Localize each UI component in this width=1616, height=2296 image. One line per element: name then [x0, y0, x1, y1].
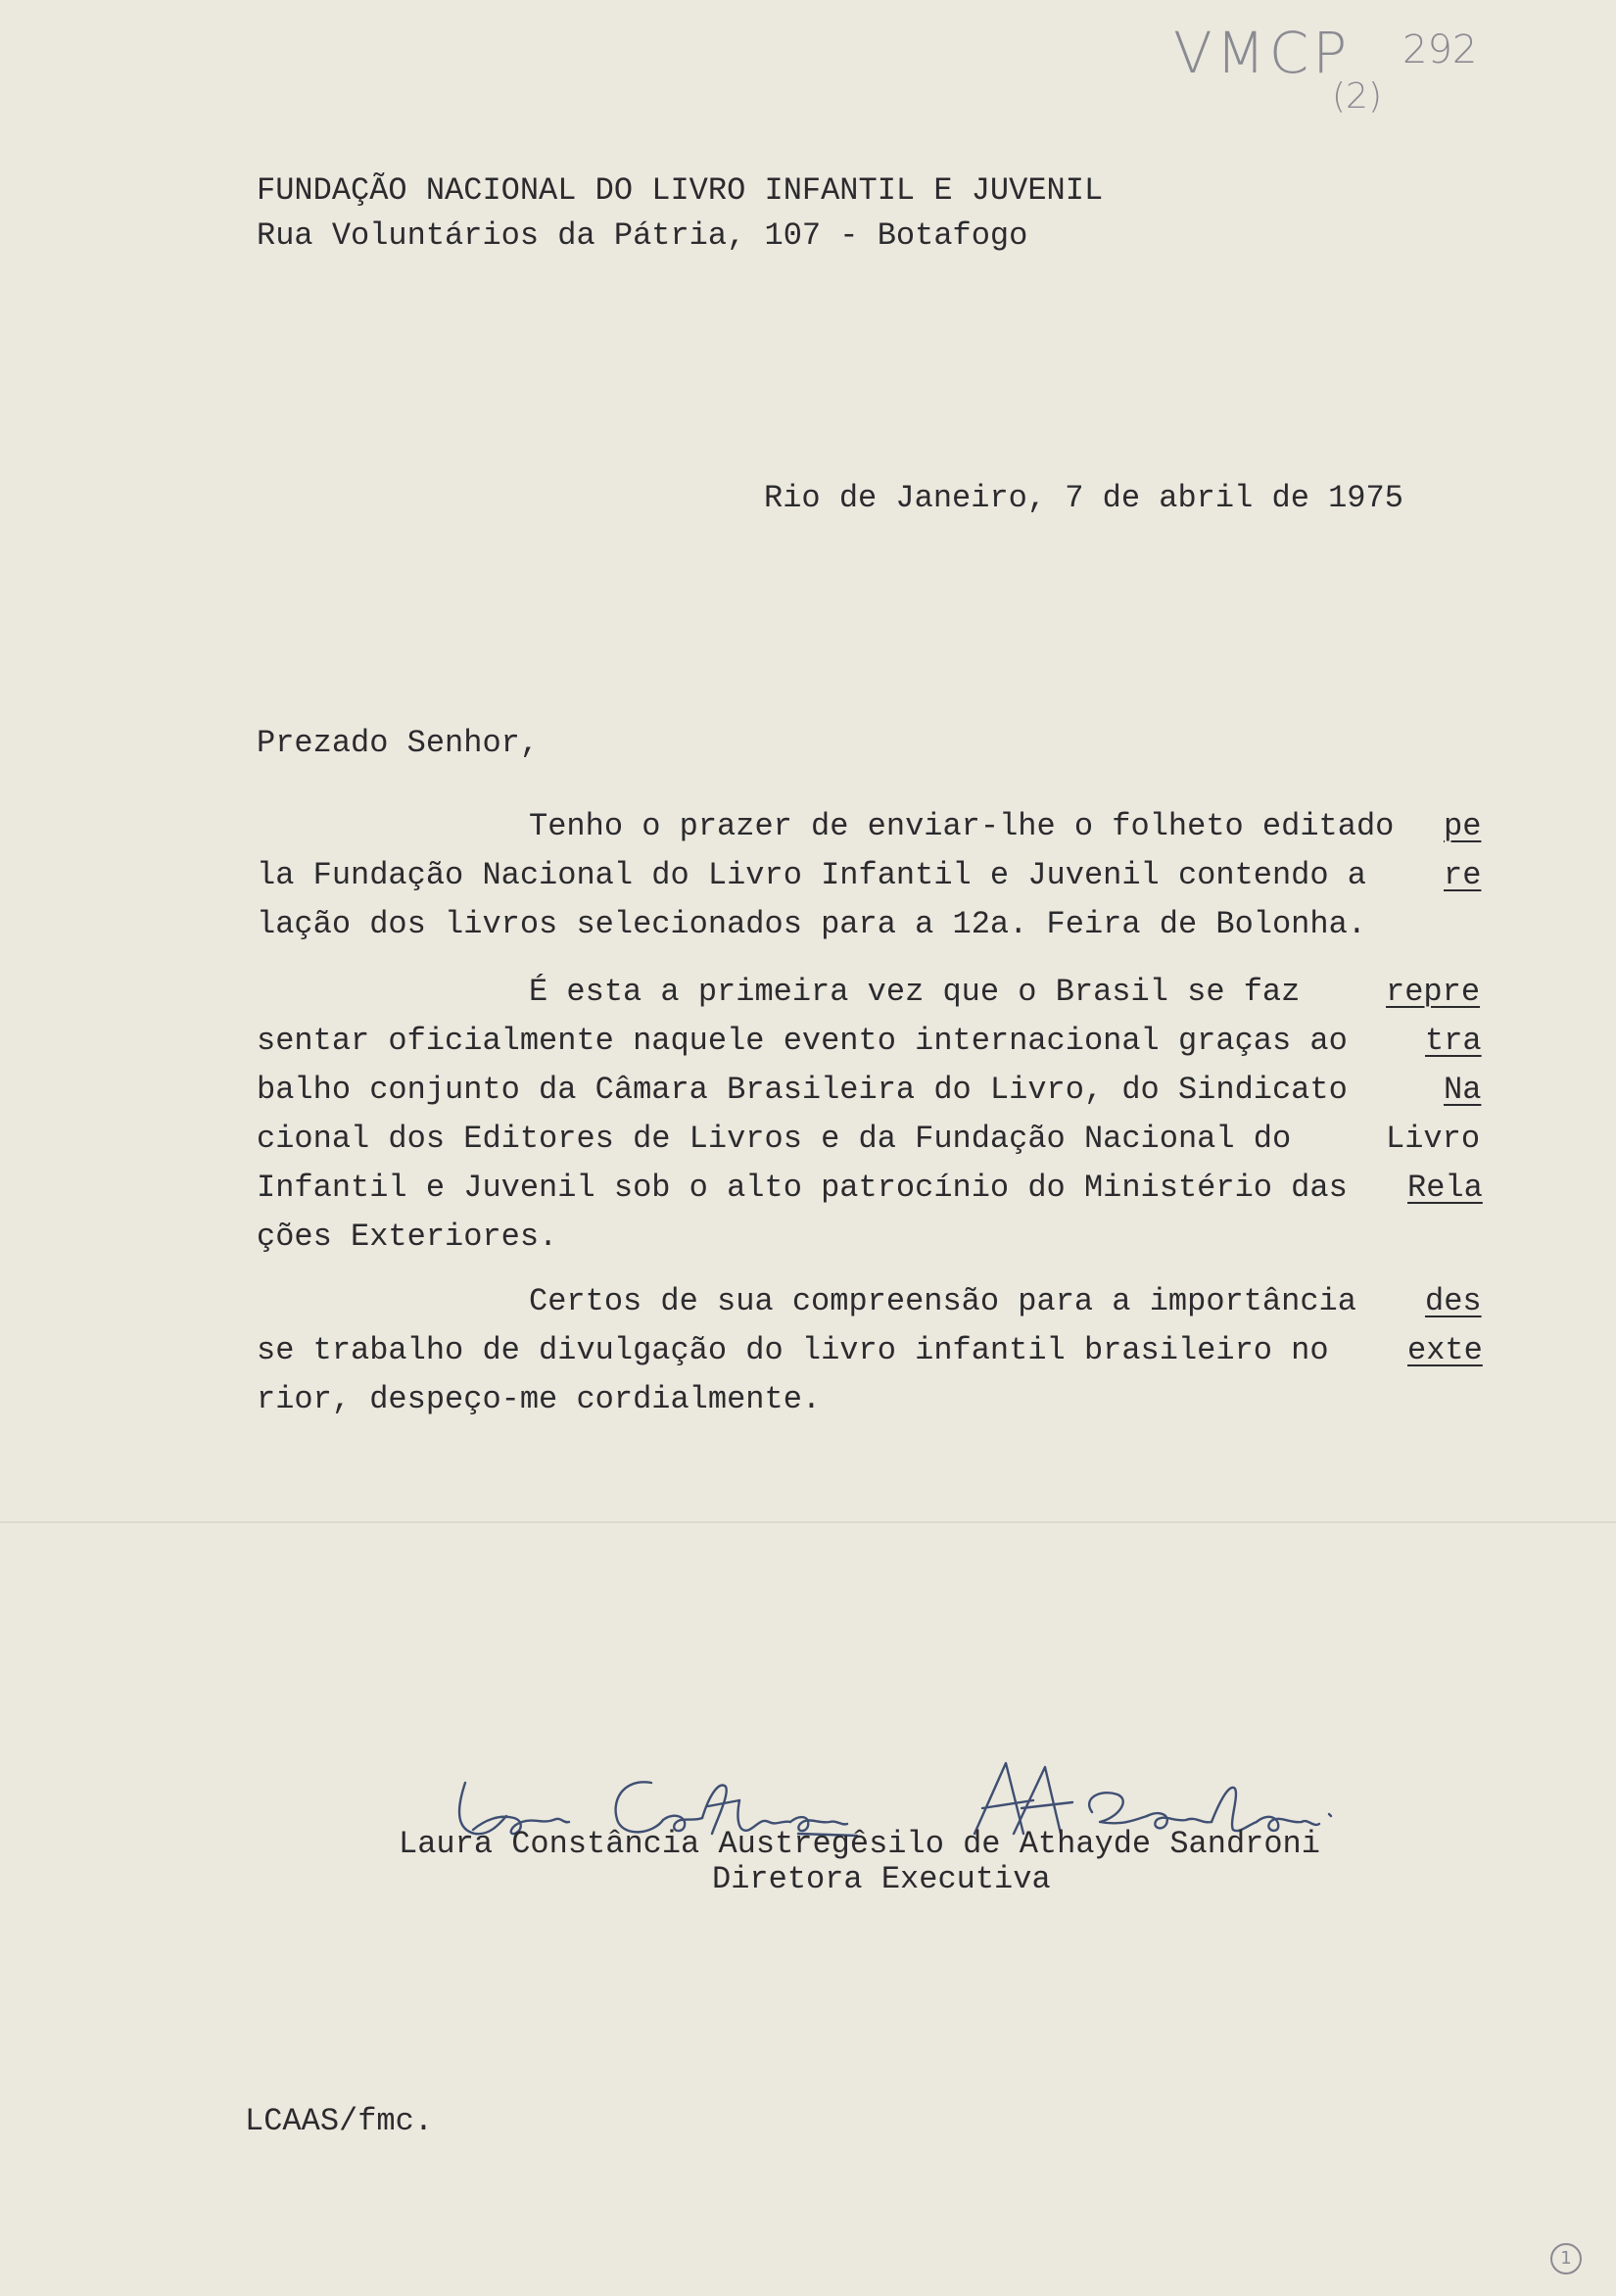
line-end-hyphen: re	[1444, 857, 1482, 893]
page-number: 1	[1550, 2243, 1582, 2274]
line-end-hyphen: Na	[1444, 1072, 1482, 1108]
salutation: Prezado Senhor,	[257, 725, 540, 761]
archive-mark-sub: (2)	[1332, 76, 1382, 117]
body-line: ções Exteriores.	[257, 1219, 558, 1255]
line-end-hyphen: Rela	[1407, 1170, 1483, 1206]
line-end-hyphen: pe	[1444, 808, 1482, 844]
body-line: É esta a primeira vez que o Brasil se faz	[529, 974, 1301, 1010]
body-line: Tenho o prazer de enviar-lhe o folheto editado	[529, 808, 1395, 844]
body-line: balho conjunto da Câmara Brasileira do Livro, do Sindicato	[257, 1072, 1348, 1108]
body-line: se trabalho de divulgação do livro infantil brasileiro no	[257, 1332, 1329, 1368]
body-line: Infantil e Juvenil sob o alto patrocínio do Ministério das	[257, 1170, 1348, 1206]
archive-mark-code: VMCP	[1173, 20, 1352, 86]
signatory-name: Laura Constância Austregêsilo de Athayde Sandroni	[399, 1826, 1320, 1862]
line-end-hyphen: tra	[1425, 1023, 1482, 1059]
body-line: la Fundação Nacional do Livro Infantil e Juvenil contendo a	[257, 857, 1366, 893]
body-line: Certos de sua compreensão para a importância	[529, 1283, 1356, 1319]
body-line: lação dos livros selecionados para a 12a. Feira de Bolonha.	[257, 906, 1366, 942]
paper-fold-line	[0, 1521, 1616, 1523]
date-line: Rio de Janeiro, 7 de abril de 1975	[764, 480, 1403, 516]
reference-initials: LCAAS/fmc.	[245, 2103, 434, 2139]
letterhead-address: Rua Voluntários da Pátria, 107 - Botafogo	[257, 217, 1028, 254]
line-end-hyphen: exte	[1407, 1332, 1483, 1368]
line-end-word: Livro	[1386, 1121, 1481, 1157]
signatory-title: Diretora Executiva	[712, 1861, 1051, 1897]
body-line: sentar oficialmente naquele evento internacional graças ao	[257, 1023, 1348, 1059]
letterhead-organization: FUNDAÇÃO NACIONAL DO LIVRO INFANTIL E JUVENIL	[257, 172, 1104, 209]
line-end-hyphen: des	[1425, 1283, 1482, 1319]
archive-mark-number: 292	[1402, 27, 1478, 72]
body-line: cional dos Editores de Livros e da Fundação Nacional do	[257, 1121, 1292, 1157]
body-line: rior, despeço-me cordialmente.	[257, 1381, 822, 1417]
line-end-hyphen: repre	[1386, 974, 1481, 1010]
